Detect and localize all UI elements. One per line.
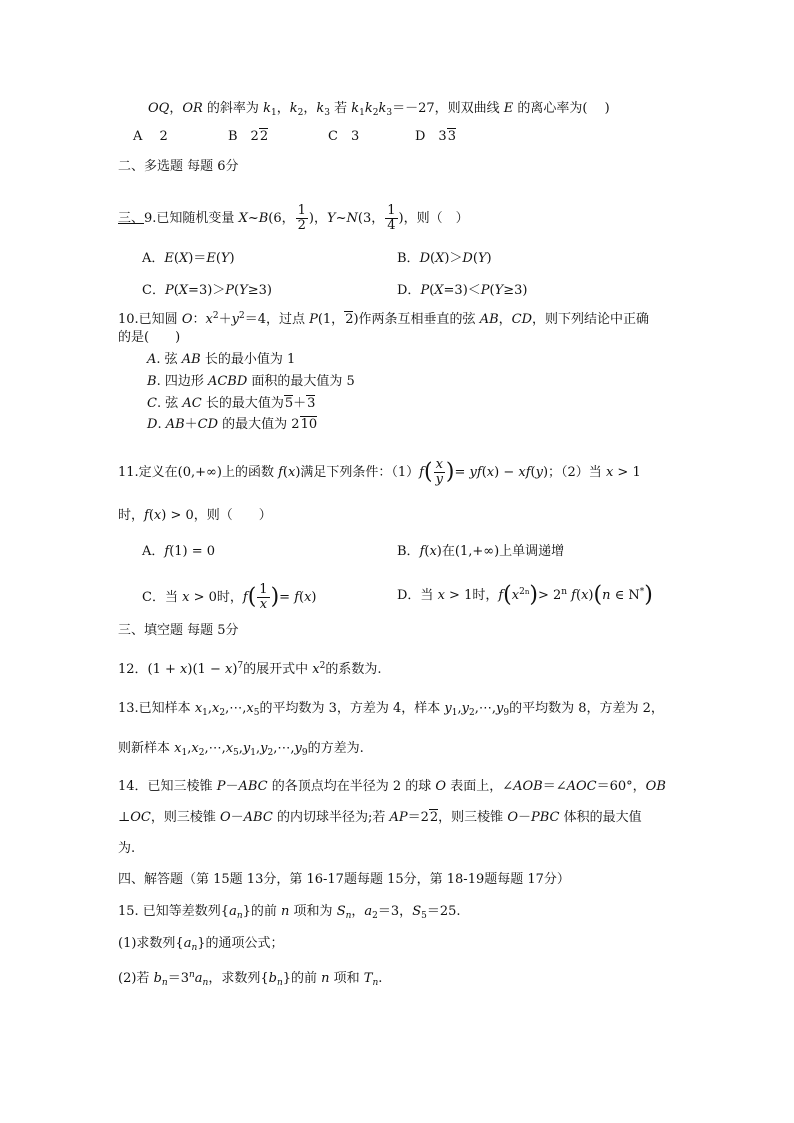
q10-option-c: C. 弦 AC 长的最大值为5＋3 (147, 396, 316, 411)
q10-stem-line1: 10.已知圆 O：$x^2+y^2=4$，过点 P(1，2)作两条互相垂直的弦 AB，CD，则下列结论中正确 (118, 311, 650, 327)
q8-option-d: D 33 (415, 129, 456, 144)
q9-option-a: A．E(X)＝E(Y) (142, 251, 235, 266)
section-title-multiple-choice: 二、多选题 每题 6分 (118, 159, 239, 174)
q11-option-a: A．f(1) = 0 (142, 544, 216, 559)
q9-option-d: D．P(X=3)＜P(Y≥3) (397, 283, 528, 298)
q9-stem: 三、9.已知随机变量 X~B(6， $\frac{1}{2}$ )，Y~N(3， $\frac{1}{4}$ )，则（ ） (118, 203, 469, 233)
q15-part2: (2)若 $b_n=3^na_n$，求数列$\{b_n\}$的前 n 项和 $T_n$. (118, 970, 383, 988)
q10-option-a: A. 弦 AB 长的最小值为 1 (147, 352, 296, 367)
q13-stem-line2: 则新样本 $x_1,x_2,\cdots,x_5,y_1,y_2,\cdots,y_9$的方差为. (118, 741, 364, 758)
q8-option-a: A 2 (133, 129, 168, 144)
q15-stem: 15. 已知等差数列$\{a_n\}$的前 n 项和为 $S_n$，$a_2=3$，$S_5=25$. (118, 904, 461, 921)
q14-stem-line2: ⊥OC，则三棱锥 O－ABC 的内切球半径为;若 AP＝22，则三棱锥 O－PBC 体积的最大值 (118, 810, 642, 825)
q11-option-d: D．当 x > 1时，$f(x^{2n})> 2^n$ f(x)(n ∈ N*) (397, 582, 653, 608)
q9-option-b: B．D(X)＞D(Y) (397, 251, 492, 266)
q10-option-d: D. AB＋CD 的最大值为 210 (147, 417, 318, 432)
q8-option-c: C 3 (328, 129, 360, 144)
q11-stem-line1: 11.定义在(0,+∞)上的函数 f(x)满足下列条件：（1）f( $\frac{x}{y}$ )= yf(x) − xf(y)；（2）当 x > 1 (118, 457, 641, 487)
q13-stem-line1: 13.已知样本 $x_1,x_2,\cdots,x_5$的平均数为 3，方差为 4，样本 $y_1,y_2,\cdots,y_9$的平均数为 8，方差为 2， (118, 701, 664, 718)
q10-stem-line2: 的是( ) (118, 330, 181, 345)
q10-option-b: B. 四边形 ACBD 面积的最大值为 5 (147, 374, 355, 389)
q11-option-b: B．f(x)在(1,+∞)上单调递增 (397, 544, 565, 559)
section-title-solutions: 四、解答题（第 15题 13分，第 16-17题每题 15分，第 18-19题每题 17分） (118, 872, 570, 887)
q15-part1: (1)求数列$\{a_n\}$的通项公式； (118, 936, 284, 953)
q11-stem-line2: 时，f(x) > 0，则（ ） (118, 508, 272, 523)
q14-stem-line3: 为. (118, 841, 136, 856)
q12-stem: 12．$(1 + x)(1 - x)^7$的展开式中 $x^2$的系数为. (118, 661, 382, 677)
section-title-fill-in: 三、填空题 每题 5分 (118, 623, 239, 638)
q8-option-b: B 22 (228, 129, 269, 144)
q9-option-c: C．P(X=3)＞P(Y≥3) (142, 283, 272, 298)
q14-stem-line1: 14．已知三棱锥 P－ABC 的各顶点均在半径为 2 的球 O 表面上，∠AOB＝∠AOC＝60°，OB (118, 779, 666, 794)
q11-option-c: C．当 x > 0时，f( $\frac{1}{x}$ )= f(x) (142, 582, 317, 612)
q8-tail-text: OQ，OR 的斜率为 $k_1$，$k_2$，$k_3$ 若 $k_1k_2k_3=-27$，则双曲线 E 的离心率为( ) (148, 101, 610, 118)
